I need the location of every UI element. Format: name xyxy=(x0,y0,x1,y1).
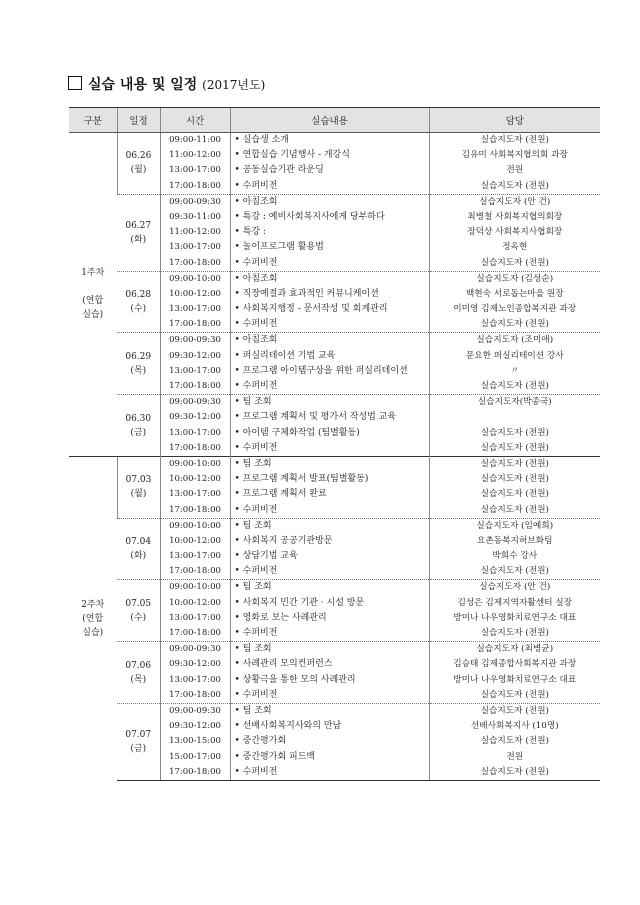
activity-item: • 영화로 보는 사례관리 xyxy=(234,612,327,623)
activity-item: • 중간평가회 피드백 xyxy=(234,751,316,762)
header-person: 담당 xyxy=(429,108,600,133)
person-in-charge: 실습지도자 (전원) xyxy=(480,180,549,191)
time-slot: 09:00-09:30 xyxy=(169,335,221,346)
title-text: 실습 내용 및 일정 xyxy=(88,77,198,93)
person-in-charge: 전원 xyxy=(506,165,524,176)
date-text: 06.30 xyxy=(125,413,152,424)
day-of-week: (목) xyxy=(130,674,147,685)
time-cell xyxy=(160,271,230,333)
person-cell xyxy=(429,271,600,333)
section-title xyxy=(68,74,265,94)
person-in-charge: 문요한 퍼실리테이션 강사 xyxy=(465,350,564,361)
person-in-charge: 방미나 나우영화치료연구소 대표 xyxy=(453,612,577,623)
person-cell xyxy=(429,703,600,780)
activity-item: • 아이템 구체화작업 (팀별활동) xyxy=(234,427,360,438)
content-cell xyxy=(230,456,429,518)
activity-item: • 선배사회복지사와의 만남 xyxy=(234,721,342,732)
table-row xyxy=(69,642,600,704)
time-cell xyxy=(160,133,230,195)
time-cell xyxy=(160,518,230,580)
time-slot: 09:30-12:00 xyxy=(169,721,221,732)
time-slot: 13:00-17:00 xyxy=(169,165,221,176)
table-row xyxy=(69,133,600,195)
activity-item: • 사회복지 공공기관방문 xyxy=(234,535,333,546)
person-in-charge: 선배사회복지사 (10명) xyxy=(470,721,559,732)
time-slot: 10:00-12:00 xyxy=(169,474,221,485)
week-label-line xyxy=(69,280,117,294)
day-of-week: (수) xyxy=(130,612,147,623)
time-slot: 17:00-18:00 xyxy=(169,442,221,453)
day-of-week: (화) xyxy=(130,234,147,245)
person-in-charge: 실습지도자 (전원) xyxy=(480,474,549,485)
table-row xyxy=(69,271,600,333)
day-of-week: (금) xyxy=(130,427,147,438)
time-slot: 13:00-17:00 xyxy=(169,242,221,253)
time-slot: 17:00-18:00 xyxy=(169,566,221,577)
person-in-charge: 〃 xyxy=(510,365,520,376)
activity-item: • 수퍼비전 xyxy=(234,442,278,453)
activity-item: • 아침조회 xyxy=(234,335,278,346)
time-slot: 10:00-12:00 xyxy=(169,535,221,546)
content-cell xyxy=(230,642,429,704)
time-slot: 09:30-12:00 xyxy=(169,350,221,361)
time-slot: 13:00-17:00 xyxy=(169,612,221,623)
person-in-charge: 실습지도자 (전원) xyxy=(480,766,549,777)
week-label-line: (연합 xyxy=(82,613,104,624)
week-label-line: (연합 xyxy=(82,296,104,307)
person-in-charge: 실습지도자 (안 건) xyxy=(479,582,551,593)
day-of-week: (월) xyxy=(130,489,147,500)
time-slot: 17:00-18:00 xyxy=(169,504,221,515)
table-row xyxy=(69,456,600,518)
day-date xyxy=(117,271,160,333)
person-cell xyxy=(429,456,600,518)
activity-item: • 프로그램 계획서 완료 xyxy=(234,489,327,500)
activity-item: • 직장예절과 효과적인 커뮤니케이션 xyxy=(234,288,379,299)
person-in-charge: 실습지도자 (전원) xyxy=(480,458,549,469)
person-in-charge: 실습지도자 (전원) xyxy=(480,427,549,438)
person-in-charge: 실습지도자 (전원) xyxy=(480,736,549,747)
activity-item: • 특강 : 예비사회복지사에게 당부하다 xyxy=(234,211,385,222)
time-slot: 13:00-17:00 xyxy=(169,674,221,685)
week-label-line: 실습) xyxy=(82,310,104,321)
person-in-charge: 실습지도자 (전원) xyxy=(480,381,549,391)
header-content: 실습내용 xyxy=(230,108,429,133)
activity-item: • 중간평가회 xyxy=(234,736,287,747)
time-slot: 09:00-11:00 xyxy=(169,135,221,145)
person-in-charge: 실습지도자 (전원) xyxy=(480,628,549,638)
activity-item: • 팀 조회 xyxy=(234,705,272,716)
day-of-week: (금) xyxy=(130,743,147,754)
time-slot: 09:30-11:00 xyxy=(169,211,221,222)
person-in-charge: 실습지도자 (조미애) xyxy=(476,335,554,346)
day-date xyxy=(117,580,160,642)
day-date xyxy=(117,703,160,780)
activity-item: • 상담기법 교육 xyxy=(234,551,298,562)
week-label-line: 2주차 xyxy=(81,599,105,610)
activity-item: • 사회복지 민간 기관 · 시설 방문 xyxy=(234,597,365,608)
time-slot: 17:00-18:00 xyxy=(169,180,221,191)
person-in-charge: 백현숙 서로돕는마을 원장 xyxy=(465,288,564,299)
time-slot: 13:00-17:00 xyxy=(169,427,221,438)
time-slot: 17:00-18:00 xyxy=(169,381,221,391)
day-of-week: (화) xyxy=(130,551,147,562)
content-cell xyxy=(230,703,429,780)
time-slot: 13:00-15:00 xyxy=(169,736,221,747)
content-cell xyxy=(230,395,429,457)
time-cell xyxy=(160,456,230,518)
person-in-charge: 정옥현 xyxy=(502,242,528,253)
person-cell xyxy=(429,395,600,457)
person-in-charge: 이미영 김제노인종합복지관 과장 xyxy=(453,304,577,315)
table-header-row xyxy=(69,108,600,133)
time-slot: 13:00-17:00 xyxy=(169,365,221,376)
time-cell xyxy=(160,703,230,780)
activity-item: • 수퍼비전 xyxy=(234,689,278,700)
table-row xyxy=(69,194,600,271)
time-slot: 13:00-17:00 xyxy=(169,489,221,500)
time-slot: 13:00-17:00 xyxy=(169,304,221,315)
person-in-charge: 김승태 김제종합사회복지관 과장 xyxy=(453,659,577,670)
week-label xyxy=(69,456,117,780)
activity-item: • 사례관리 모의컨퍼런스 xyxy=(234,659,333,670)
time-slot: 15:00-17:00 xyxy=(169,751,221,762)
person-in-charge: 전원 xyxy=(506,751,524,762)
activity-item: • 프로그램 계획서 및 평가서 작성법 교육 xyxy=(234,412,397,423)
person-cell xyxy=(429,642,600,704)
person-in-charge xyxy=(430,410,601,425)
activity-item: • 수퍼비전 xyxy=(234,381,278,391)
table-row xyxy=(69,395,600,457)
table-row xyxy=(69,518,600,580)
time-slot: 17:00-18:00 xyxy=(169,766,221,777)
person-in-charge: 실습지도자 (최병균) xyxy=(476,644,554,655)
person-in-charge: 실습지도자 (전원) xyxy=(480,319,549,330)
activity-item: • 수퍼비전 xyxy=(234,504,278,515)
person-in-charge: 실습지도자 (전원) xyxy=(480,135,549,145)
day-date xyxy=(117,395,160,457)
time-slot: 10:00-12:00 xyxy=(169,288,221,299)
date-text: 07.06 xyxy=(125,660,152,671)
activity-item: • 상황극을 통한 모의 사례관리 xyxy=(234,674,356,685)
table-row xyxy=(69,580,600,642)
week-label xyxy=(69,133,117,457)
time-cell xyxy=(160,395,230,457)
time-slot: 17:00-18:00 xyxy=(169,689,221,700)
activity-item: • 아침조회 xyxy=(234,273,278,284)
activity-item: • 사회복지행정 - 문서작성 및 회계관리 xyxy=(234,304,388,315)
activity-item: • 수퍼비전 xyxy=(234,566,278,577)
person-in-charge: 실습지도자 (전원) xyxy=(480,257,549,268)
activity-item: • 팀 조회 xyxy=(234,582,272,593)
time-slot: 09:00-10:00 xyxy=(169,520,221,531)
date-text: 06.29 xyxy=(125,351,152,362)
activity-item: • 아침조회 xyxy=(234,196,278,207)
time-cell xyxy=(160,580,230,642)
content-cell xyxy=(230,518,429,580)
person-in-charge: 장덕상 사회복지사협회장 xyxy=(467,227,563,238)
date-text: 06.26 xyxy=(125,151,152,162)
time-slot: 10:00-12:00 xyxy=(169,597,221,608)
activity-item: • 수퍼비전 xyxy=(234,766,278,777)
content-cell xyxy=(230,580,429,642)
activity-item: • 수퍼비전 xyxy=(234,180,278,191)
day-of-week: (월) xyxy=(130,165,147,176)
activity-item: • 특강 : xyxy=(234,227,266,238)
time-slot: 11:00-12:00 xyxy=(169,150,221,161)
time-slot: 09:30-12:00 xyxy=(169,659,221,670)
activity-item: • 실습생 소개 xyxy=(234,135,290,145)
time-cell xyxy=(160,194,230,271)
person-in-charge: 실습지도자 (전원) xyxy=(480,705,549,716)
activity-item: • 퍼실리테이션 기법 교육 xyxy=(234,350,336,361)
header-category: 구분 xyxy=(69,108,117,133)
time-slot: 09:00-09:30 xyxy=(169,644,221,655)
person-in-charge: 실습지도자 (전원) xyxy=(480,442,549,453)
checkbox-square-icon xyxy=(68,76,82,90)
activity-item: • 팀 조회 xyxy=(234,458,272,469)
day-date xyxy=(117,456,160,518)
activity-item: • 팀 조회 xyxy=(234,520,272,531)
time-slot: 09:30-12:00 xyxy=(169,412,221,423)
time-slot: 09:00-10:00 xyxy=(169,582,221,593)
person-in-charge: 김성은 김제지역자활센터 실장 xyxy=(457,597,573,608)
activity-item: • 팀 조회 xyxy=(234,397,272,408)
day-of-week: (목) xyxy=(130,365,147,376)
schedule-table xyxy=(69,107,600,781)
time-slot: 09:00-09:30 xyxy=(169,705,221,716)
content-cell xyxy=(230,194,429,271)
person-in-charge: 실습지도자 (전원) xyxy=(480,504,549,515)
activity-item: • 연합실습 기념행사 - 개강식 xyxy=(234,150,350,161)
person-in-charge: 실습지도자 (전원) xyxy=(480,689,549,700)
week-label-line: 1주차 xyxy=(81,268,105,279)
header-schedule: 일정 xyxy=(117,108,160,133)
header-time: 시간 xyxy=(160,108,230,133)
activity-item: • 팀 조회 xyxy=(234,644,272,655)
person-cell xyxy=(429,580,600,642)
activity-item: • 놀이프로그램 활용법 xyxy=(234,242,324,253)
person-cell xyxy=(429,333,600,395)
person-in-charge: 방미나 나우영화치료연구소 대표 xyxy=(453,674,577,685)
date-text: 07.03 xyxy=(125,475,152,486)
activity-item: • 프로그램 아이템구상을 위한 퍼실리테이션 xyxy=(234,365,408,376)
date-text: 07.05 xyxy=(125,598,152,609)
time-cell xyxy=(160,642,230,704)
time-slot: 09:00-09:30 xyxy=(169,397,221,408)
day-date xyxy=(117,642,160,704)
table-row xyxy=(69,333,600,395)
person-cell xyxy=(429,518,600,580)
time-cell xyxy=(160,333,230,395)
day-date xyxy=(117,333,160,395)
person-cell xyxy=(429,194,600,271)
date-text: 06.28 xyxy=(125,290,152,301)
content-cell xyxy=(230,133,429,195)
activity-item: • 수퍼비전 xyxy=(234,628,278,638)
date-text: 06.27 xyxy=(125,220,152,231)
schedule-body xyxy=(69,133,600,781)
table-row xyxy=(69,703,600,780)
activity-item: • 수퍼비전 xyxy=(234,319,278,330)
person-in-charge: 김유미 사회복지협의회 과장 xyxy=(461,150,568,161)
person-in-charge: 실습지도자 (전원) xyxy=(480,489,549,500)
content-cell xyxy=(230,333,429,395)
time-slot: 09:00-09:30 xyxy=(169,196,221,207)
activity-item: • 수퍼비전 xyxy=(234,257,278,268)
person-in-charge: 최병철 사회복지협의회장 xyxy=(467,211,563,222)
time-slot: 17:00-18:00 xyxy=(169,319,221,330)
activity-item: • 프로그램 계획서 발표(팀별활동) xyxy=(234,474,369,485)
person-in-charge: 요촌동복지허브화팀 xyxy=(476,535,553,546)
person-in-charge: 실습지도자 (안 건) xyxy=(479,196,551,207)
person-in-charge: 실습지도자 (김성순) xyxy=(476,273,554,284)
week-label-line: 실습) xyxy=(82,627,104,638)
time-slot: 09:00-10:00 xyxy=(169,458,221,469)
person-in-charge: 실습지도자(박종국) xyxy=(477,397,552,408)
person-in-charge: 실습지도자 (전원) xyxy=(480,566,549,577)
time-slot: 17:00-18:00 xyxy=(169,257,221,268)
content-cell xyxy=(230,271,429,333)
time-slot: 13:00-17:00 xyxy=(169,551,221,562)
person-in-charge: 실습지도자 (임예희) xyxy=(476,520,554,531)
day-date xyxy=(117,194,160,271)
time-slot: 09:00-10:00 xyxy=(169,273,221,284)
day-of-week: (수) xyxy=(130,304,147,315)
date-text: 07.04 xyxy=(125,537,152,548)
activity-item: • 공동실습기관 라운딩 xyxy=(234,165,324,176)
time-slot: 17:00-18:00 xyxy=(169,628,221,638)
title-year: (2017년도) xyxy=(202,78,266,92)
person-cell xyxy=(429,133,600,195)
date-text: 07.07 xyxy=(125,729,152,740)
person-in-charge: 박희수 강사 xyxy=(492,551,538,562)
day-date xyxy=(117,133,160,195)
time-slot: 11:00-12:00 xyxy=(169,227,221,238)
day-date xyxy=(117,518,160,580)
